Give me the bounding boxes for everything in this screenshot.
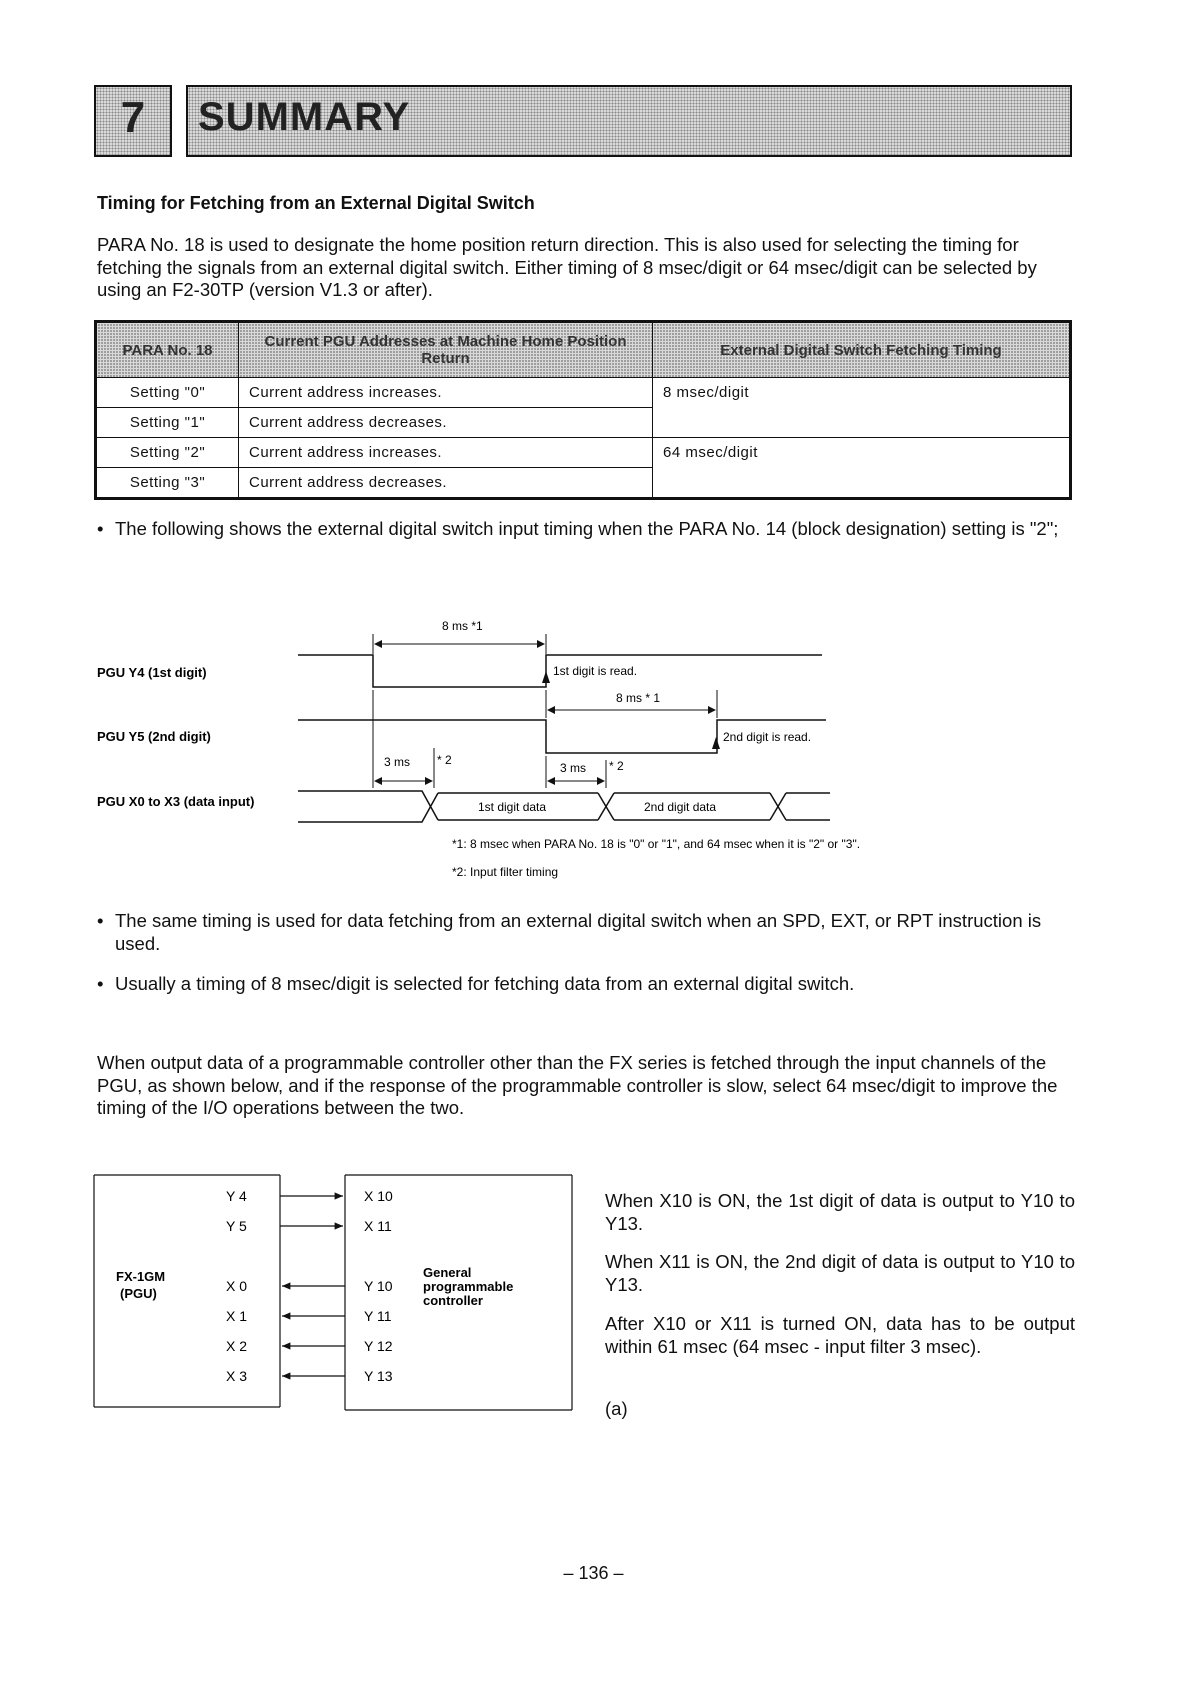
setting-cell: Setting "1"	[96, 408, 239, 438]
dim-label-3ms-a: 3 ms	[384, 755, 411, 769]
table-row	[96, 378, 1071, 408]
wiring-diagram	[0, 1170, 600, 1420]
timing-cell-continued	[653, 408, 1071, 438]
pc-pin-y13: Y 13	[364, 1368, 393, 1384]
pgu-pin-y4: Y 4	[226, 1188, 247, 1204]
header-para-no: PARA No. 18	[96, 322, 239, 378]
footnote-1: *1: 8 msec when PARA No. 18 is "0" or "1", and 64 msec when it is "2" or "3".	[452, 837, 861, 851]
dim-label-3ms-b: 3 ms	[560, 761, 587, 775]
chapter-number: 7	[120, 93, 146, 142]
note-a: (a)	[605, 1398, 628, 1419]
mark-label-2b: * 2	[609, 759, 624, 773]
note-x10: When X10 is ON, the 1st digit of data is output to Y10 to Y13.	[605, 1190, 1075, 1234]
bullet-text: Usually a timing of 8 msec/digit is selected for fetching data from an external digital switch.	[115, 973, 855, 994]
table-row	[96, 438, 1071, 468]
dim-label-8ms-1: 8 ms *1	[442, 619, 483, 633]
signal-label-y4: PGU Y4 (1st digit)	[97, 665, 207, 680]
pc-name-line1: General	[423, 1265, 472, 1280]
address-cell: Current address increases.	[239, 378, 653, 408]
dimension-8ms-first	[373, 634, 546, 654]
mark-label-2a: * 2	[437, 753, 452, 767]
timing-diagram	[0, 610, 1187, 900]
dimension-3ms-first	[373, 690, 434, 788]
bullet-item	[97, 518, 1075, 566]
bullet-item	[97, 910, 1075, 958]
waveform-data-bus	[298, 791, 830, 822]
signal-label-y5: PGU Y5 (2nd digit)	[97, 729, 211, 744]
pc-pin-y12: Y 12	[364, 1338, 393, 1354]
pgu-pin-x3: X 3	[226, 1368, 248, 1384]
pc-name-line2: programmable	[423, 1279, 514, 1294]
pgu-pin-x2: X 2	[226, 1338, 248, 1354]
data-label-1: 1st digit data	[478, 800, 547, 814]
footnote-2: *2: Input filter timing	[452, 865, 559, 879]
bullet-dot-icon: •	[97, 518, 104, 539]
pgu-subname: (PGU)	[120, 1286, 157, 1301]
timing-cell-continued	[653, 468, 1071, 499]
chapter-title: SUMMARY	[198, 95, 411, 139]
para-18-table	[94, 320, 1072, 500]
pgu-pin-y5: Y 5	[226, 1218, 247, 1234]
read-marker-1-icon	[542, 671, 550, 683]
address-cell: Current address increases.	[239, 438, 653, 468]
pc-pin-y10: Y 10	[364, 1278, 393, 1294]
chapter-title-box	[186, 85, 1072, 157]
bullet-item	[97, 973, 1075, 999]
pc-pin-x11: X 11	[364, 1218, 392, 1234]
timing-cell: 8 msec/digit	[653, 378, 1071, 408]
setting-cell: Setting "2"	[96, 438, 239, 468]
read-label-1: 1st digit is read.	[553, 664, 638, 678]
bullet-text: The following shows the external digital switch input timing when the PARA No. 14 (block designation) setting is "2";	[115, 518, 1059, 539]
wires	[280, 1196, 345, 1376]
table-header-row	[96, 322, 1071, 378]
intro-paragraph: PARA No. 18 is used to designate the home position return direction. This is also used for selecting the timing for fetching the signals from an external digital switch. Either timing of 8 msec/digit or 64 msec/digit can be selected by using an F2-30TP (version V1.3 or after).	[97, 234, 1037, 300]
timing-cell: 64 msec/digit	[653, 438, 1071, 468]
pc-pin-x10: X 10	[364, 1188, 393, 1204]
chapter-number-box	[94, 85, 172, 157]
bullet-dot-icon: •	[97, 910, 104, 931]
paragraph-2: When output data of a programmable controller other than the FX series is fetched through the input channels of the PGU, as shown below, and if the response of the programmable controller is slow, select 64 msec/digit to improve the timing of the I/O operations between the two.	[97, 1052, 1058, 1118]
signal-label-x0-x3: PGU X0 to X3 (data input)	[97, 794, 255, 809]
pgu-pin-x0: X 0	[226, 1278, 248, 1294]
table-row	[96, 468, 1071, 499]
table-row	[96, 408, 1071, 438]
pc-name-line3: controller	[423, 1293, 483, 1308]
bullet-dot-icon: •	[97, 973, 104, 994]
address-cell: Current address decreases.	[239, 468, 653, 499]
bullet-text: The same timing is used for data fetching from an external digital switch when an SPD, EXT, or RPT instruction is used.	[115, 910, 1042, 954]
pgu-pin-x1: X 1	[226, 1308, 248, 1324]
setting-cell: Setting "3"	[96, 468, 239, 499]
section-title: Timing for Fetching from an External Digital Switch	[97, 193, 535, 213]
address-cell: Current address decreases.	[239, 408, 653, 438]
pgu-name: FX-1GM	[116, 1269, 166, 1284]
note-x11: When X11 is ON, the 2nd digit of data is output to Y10 to Y13.	[605, 1251, 1075, 1295]
read-label-2: 2nd digit is read.	[723, 730, 812, 744]
page-number: – 136 –	[563, 1563, 624, 1583]
pc-pin-y11: Y 11	[364, 1308, 392, 1324]
header-current-address: Current PGU Addresses at Machine Home Position Return	[239, 322, 653, 378]
read-marker-2-icon	[712, 737, 720, 749]
data-label-2: 2nd digit data	[644, 800, 717, 814]
header-fetch-timing: External Digital Switch Fetching Timing	[653, 322, 1071, 378]
dim-label-8ms-2: 8 ms * 1	[616, 691, 661, 705]
setting-cell: Setting "0"	[96, 378, 239, 408]
note-output-within: After X10 or X11 is turned ON, data has to be output within 61 msec (64 msec - input filter 3 msec).	[605, 1313, 1075, 1357]
